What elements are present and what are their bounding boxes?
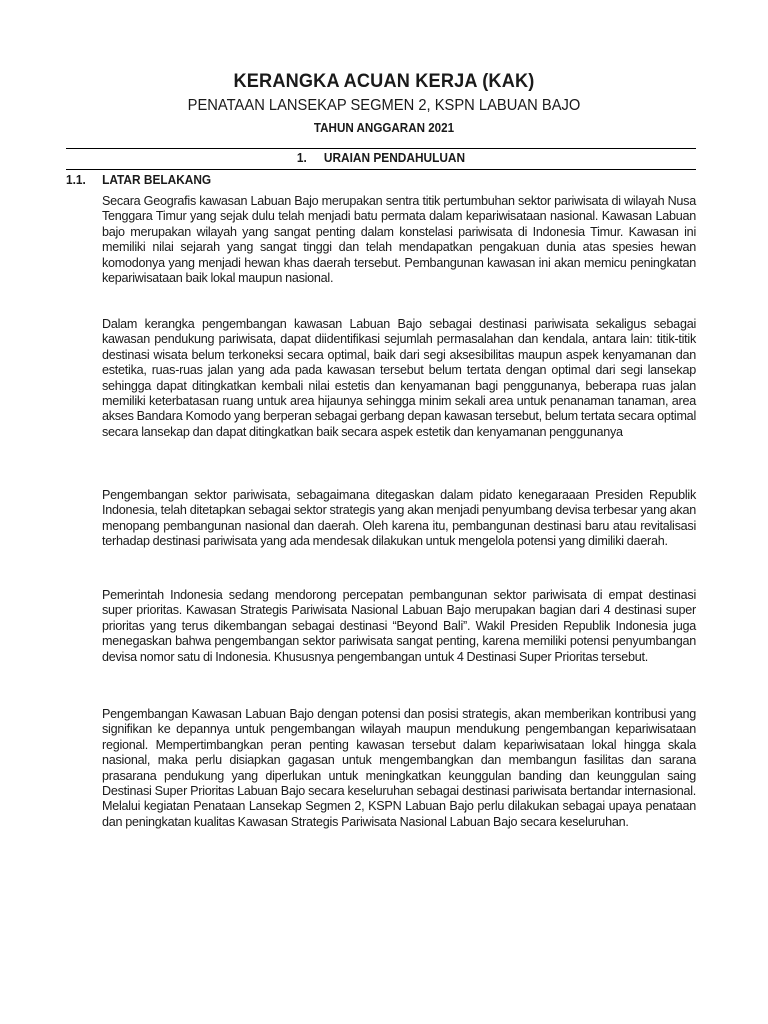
subsection-heading (66, 173, 211, 187)
subsection-title: LATAR BELAKANG (102, 173, 212, 187)
section-title: URAIAN PENDAHULUAN (323, 151, 466, 165)
paragraph: Secara Geografis kawasan Labuan Bajo merupakan sentra titik pertumbuhan sektor pariwisata di wilayah Nusa Tenggara Timur yang sejak dulu telah menjadi batu permata dalam kepariwisataan nasional. Kawasan Labuan bajo merupakan wilayah yang sangat penting dalam konstelasi pariwisata di Indonesia Timur. Kawasan ini memiliki nilai sejarah yang sangat tinggi dan telah mendapatkan pengakuan dunia atas spesies hewan komodonya yang menjadi hewan khas daerah tersebut. Pembangunan kawasan ini akan memicu peningkatan kepariwisataan baik lokal maupun nasional. (102, 194, 696, 286)
section-number: 1. (296, 151, 307, 165)
section-rule-bottom (66, 169, 696, 170)
document-subtitle: PENATAAN LANSEKAP SEGMEN 2, KSPN LABUAN BAJO (187, 97, 581, 114)
subsection-number: 1.1. (66, 173, 86, 187)
paragraph: Pengembangan sektor pariwisata, sebagaimana ditegaskan dalam pidato kenegaraaan Presiden Republik Indonesia, telah ditetapkan sebagai sektor strategis yang akan menjadi penyumbang devisa terbesar yang akan menopang pembangunan nasional dan daerah. Oleh karena itu, pembangunan destinasi baru atau revitalisasi terhadap destinasi pariwisata yang ada mendesak dilakukan untuk mengelola potensi yang dimiliki daerah. (102, 488, 696, 549)
section-heading (82, 151, 681, 169)
document-title: KERANGKA ACUAN KERJA (KAK) (233, 70, 535, 92)
section-rule-top (66, 148, 696, 149)
paragraph: Dalam kerangka pengembangan kawasan Labuan Bajo sebagai destinasi pariwisata sekaligus sebagai kawasan pendukung pariwisata, dapat diidentifikasi sejumlah permasalahan dan kendala, antara lain: titik-titik destinasi wisata belum terkoneksi secara optimal, baik dari segi aksesibilitas maupun aspek kenyamanan dan estetika, ruas-ruas jalan yang ada pada kawasan tersebut belum tertata dengan optimal dari segi lansekap sehingga dapat ditingkatkan kembali nilai estetis dan kenyamanan bagi penggunanya, beberapa ruas jalan memiliki keterbatasan ruang untuk area hijaunya sehingga minim sekali area untuk penanaman tanaman, area akses Bandara Komodo yang berperan sebagai gerbang depan kawasan tersebut, belum tertata secara optimal secara lansekap dan dapat ditingkatkan baik secara aspek estetik dan kenyamanan penggunanya (102, 317, 696, 439)
fiscal-year: TAHUN ANGGARAN 2021 (313, 121, 455, 135)
paragraph: Pengembangan Kawasan Labuan Bajo dengan potensi dan posisi strategis, akan memberikan kontribusi yang signifikan ke depannya untuk pengembangan wilayah maupun mendukung pengembangan kepariwisataan regional. Mempertimbangkan peran penting kawasan tersebut dalam kepariwisataan lokal hingga skala nasional, maka perlu disiapkan gagasan untuk mengembangkan dan membangun fasilitas dan sarana prasarana pendukung yang diperlukan untuk meningkatkan keunggulan banding dan keunggulan saing Destinasi Super Prioritas Labuan Bajo secara keseluruhan sebagai destinasi pariwisata bertandar internasional. Melalui kegiatan Penataan Lansekap Segmen 2, KSPN Labuan Bajo perlu dilakukan sebagai upaya penataan dan peningkatan kualitas Kawasan Strategis Pariwisata Nasional Labuan Bajo secara keseluruhan. (102, 707, 696, 829)
paragraph: Pemerintah Indonesia sedang mendorong percepatan pembangunan sektor pariwisata di empat destinasi super prioritas. Kawasan Strategis Pariwisata Nasional Labuan Bajo merupakan bagian dari 4 destinasi super prioritas yang terus dikembangan sebagai destinasi “Beyond Bali”. Wakil Presiden Republik Indonesia juga menegaskan bahwa pengembangan sektor pariwisata sangat penting, karena memiliki potensi penyumbangan devisa nomor satu di Indonesia. Khususnya pengembangan untuk 4 Destinasi Super Prioritas tersebut. (102, 588, 696, 664)
